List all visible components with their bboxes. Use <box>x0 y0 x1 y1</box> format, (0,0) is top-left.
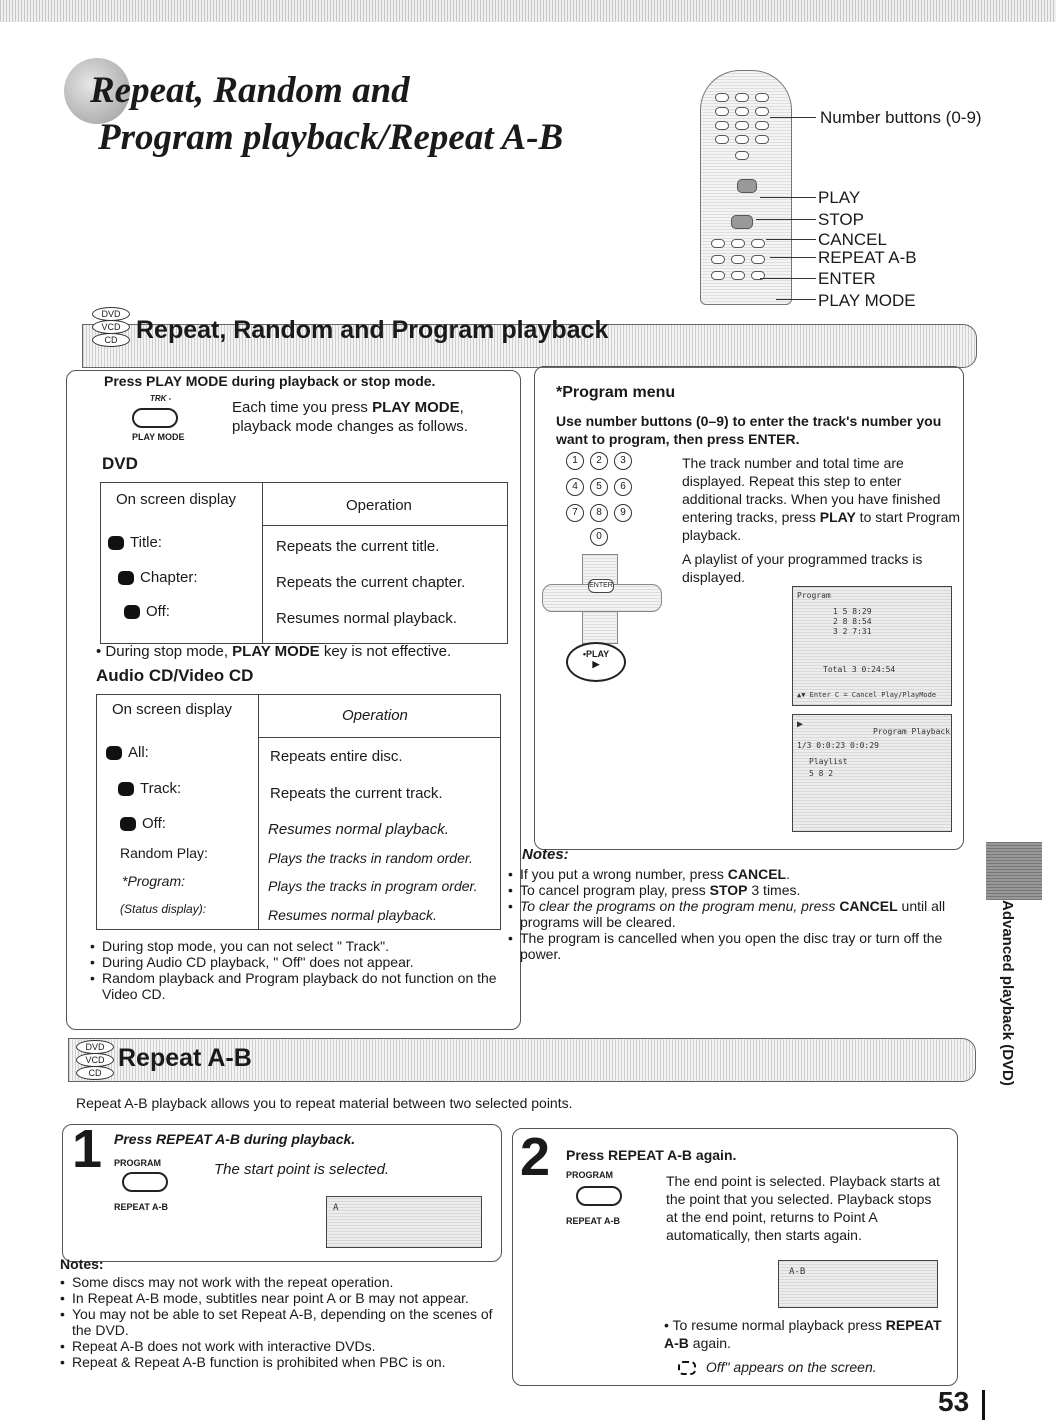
cd-row-off-operation: Resumes normal playback. <box>268 821 449 838</box>
cd-col2-header: Operation <box>342 707 408 724</box>
note-item: • During stop mode, you can not select " Track". <box>90 938 500 954</box>
repeat-ab-intro: Repeat A-B playback allows you to repeat material between two selected points. <box>76 1095 573 1111</box>
step2-off-note: Off" appears on the screen. <box>678 1358 877 1376</box>
note-item: • To clear the programs on the program menu, press CANCEL until all programs will be cleared. <box>508 898 960 930</box>
cd-row-program-display: *Program: <box>122 873 186 889</box>
note-item: • The program is cancelled when you open the disc tray or turn off the power. <box>508 930 960 962</box>
play-mode-description: Each time you press PLAY MODE, playback mode changes as follows. <box>232 399 468 435</box>
dvd-row-title-display: Title: <box>108 533 162 552</box>
digit-7-button-icon: 7 <box>566 504 584 522</box>
step1-program-label: PROGRAM <box>114 1158 161 1168</box>
cd-row-random-display: Random Play: <box>120 845 208 861</box>
digit-1-button-icon: 1 <box>566 452 584 470</box>
program-menu-heading: *Program menu <box>556 384 676 401</box>
program-notes <box>508 866 960 962</box>
step1-button-label: REPEAT A-B <box>114 1202 168 1212</box>
dvd-row-chapter-display: Chapter: <box>118 568 198 587</box>
dvd-row-chapter-operation: Repeats the current chapter. <box>276 574 466 591</box>
repeat-ab-button-icon <box>576 1186 622 1206</box>
audio-cd-heading: Audio CD/Video CD <box>96 666 254 685</box>
program-notes-heading: Notes: <box>522 846 569 863</box>
digit-6-button-icon: 6 <box>614 478 632 496</box>
note-item: • Repeat & Repeat A-B function is prohibited when PBC is on. <box>60 1354 500 1370</box>
remote-label-play-mode: PLAY MODE <box>818 291 916 310</box>
step2-title: Press REPEAT A-B again. <box>566 1147 737 1163</box>
step2-screen: A-B <box>778 1260 938 1308</box>
page-number: 53 <box>938 1386 970 1417</box>
repeat-icon <box>108 536 124 550</box>
dvd-col1-header: On screen display <box>116 491 237 508</box>
repeat-icon <box>118 571 134 585</box>
repeat-ab-notes-heading: Notes: <box>60 1256 104 1272</box>
remote-label-stop: STOP <box>818 210 864 229</box>
note-item: • Random playback and Program playback do not function on the Video CD. <box>90 970 500 1002</box>
side-tab-marker <box>986 842 1042 900</box>
cd-row-track-operation: Repeats the current track. <box>270 785 443 802</box>
step1-description: The start point is selected. <box>214 1161 390 1178</box>
program-menu-screen: Program 1 5 8:29 2 8 8:54 3 2 7:31 Total 3 0:24:54 ▲▼ Enter C = Cancel Play/PlayMode <box>792 586 952 706</box>
remote-label-repeat-ab: REPEAT A-B <box>818 248 917 267</box>
repeat-ab-button-icon <box>122 1172 168 1192</box>
step2-button-label: REPEAT A-B <box>566 1216 620 1226</box>
note-item: • Some discs may not work with the repeat operation. <box>60 1274 500 1290</box>
digit-5-button-icon: 5 <box>590 478 608 496</box>
top-band <box>0 0 1056 22</box>
repeat-icon <box>124 605 140 619</box>
section-title-repeat-random: Repeat, Random and Program playback <box>136 316 609 344</box>
step1-title: Press REPEAT A-B during playback. <box>114 1131 356 1147</box>
step2-note: • To resume normal playback press REPEAT A-B again. <box>664 1317 942 1351</box>
repeat-icon <box>118 782 134 796</box>
step2-program-label: PROGRAM <box>566 1170 613 1180</box>
cd-notes <box>90 938 500 1002</box>
cd-col1-header: On screen display <box>112 701 233 718</box>
page-number-rule <box>982 1390 985 1420</box>
enter-button-icon: ENTER <box>588 579 614 593</box>
play-button-icon: •PLAY ▶ <box>566 642 626 682</box>
cd-logo: CD <box>92 333 130 347</box>
cd-row-status-operation: Resumes normal playback. <box>268 907 437 923</box>
step1-number: 1 <box>72 1119 103 1179</box>
cd-row-random-operation: Plays the tracks in random order. <box>268 850 473 866</box>
dvd-logo: DVD <box>76 1040 114 1054</box>
play-mode-instruction: Press PLAY MODE during playback or stop mode. <box>104 373 436 389</box>
dvd-row-off-operation: Resumes normal playback. <box>276 610 457 627</box>
repeat-icon <box>120 817 136 831</box>
cd-row-all-operation: Repeats entire disc. <box>270 748 403 765</box>
repeat-icon <box>106 746 122 760</box>
vcd-logo: VCD <box>76 1053 114 1067</box>
vcd-logo: VCD <box>92 320 130 334</box>
repeat-off-icon <box>678 1361 696 1375</box>
remote-label-play: PLAY <box>818 188 861 207</box>
note-item: • You may not be able to set Repeat A-B, depending on the scenes of the DVD. <box>60 1306 500 1338</box>
remote-label-enter: ENTER <box>818 269 876 288</box>
note-item: • During Audio CD playback, " Off" does not appear. <box>90 954 500 970</box>
cd-row-status-display: (Status display): <box>120 902 207 916</box>
digit-4-button-icon: 4 <box>566 478 584 496</box>
program-menu-playlist-text: A playlist of your programmed tracks is displayed. <box>682 551 923 585</box>
note-item: • If you put a wrong number, press CANCEL. <box>508 866 960 882</box>
digit-3-button-icon: 3 <box>614 452 632 470</box>
section-title-repeat-ab: Repeat A-B <box>118 1044 252 1072</box>
play-mode-button-label: PLAY MODE <box>132 432 185 442</box>
program-menu-instruction: Use number buttons (0–9) to enter the track's number you want to program, then press ENTER. <box>556 413 942 447</box>
digit-8-button-icon: 8 <box>590 504 608 522</box>
cd-row-program-operation: Plays the tracks in program order. <box>268 878 478 894</box>
program-menu-description: The track number and total time are displayed. Repeat this step to enter additional tracks. When you have finished entering tracks, press PLAY to start Program playback. <box>682 455 961 543</box>
trk-label: TRK - <box>150 394 172 403</box>
step2-number: 2 <box>520 1127 551 1187</box>
page-title-line1: Repeat, Random and <box>90 70 410 111</box>
digit-2-button-icon: 2 <box>590 452 608 470</box>
repeat-ab-notes <box>60 1274 500 1370</box>
cd-logo: CD <box>76 1066 114 1080</box>
dvd-note: • During stop mode, PLAY MODE key is not effective. <box>96 643 452 660</box>
dvd-col2-header: Operation <box>346 497 412 514</box>
side-tab-label: Advanced playback (DVD) <box>999 900 1016 1086</box>
dvd-heading: DVD <box>102 454 138 473</box>
note-item: • In Repeat A-B mode, subtitles near point A or B may not appear. <box>60 1290 500 1306</box>
dvd-row-title-operation: Repeats the current title. <box>276 538 440 555</box>
page-title-line2: Program playback/Repeat A-B <box>98 117 564 158</box>
cd-row-all-display: All: <box>106 743 149 762</box>
dvd-row-off-display: Off: <box>124 602 170 621</box>
cd-row-off-display: Off: <box>120 814 166 833</box>
digit-0-button-icon: 0 <box>590 528 608 546</box>
play-mode-button-icon <box>132 408 178 428</box>
remote-control-illustration <box>700 70 792 305</box>
step2-description: The end point is selected. Playback starts at the point that you selected. Playback stops at the end point, returns to Point A automatically, then starts again. <box>666 1173 940 1243</box>
cd-row-track-display: Track: <box>118 779 181 798</box>
note-item: • Repeat A-B does not work with interactive DVDs. <box>60 1338 500 1354</box>
dvd-logo: DVD <box>92 307 130 321</box>
remote-label-cancel: CANCEL <box>818 230 887 249</box>
program-playback-screen: ▶ Program Playback 1/3 0:0:23 0:0:29 Playlist 5 8 2 <box>792 714 952 832</box>
step1-screen: A <box>326 1196 482 1248</box>
digit-9-button-icon: 9 <box>614 504 632 522</box>
note-item: • To cancel program play, press STOP 3 times. <box>508 882 960 898</box>
remote-label-number-buttons: Number buttons (0-9) <box>820 108 982 127</box>
